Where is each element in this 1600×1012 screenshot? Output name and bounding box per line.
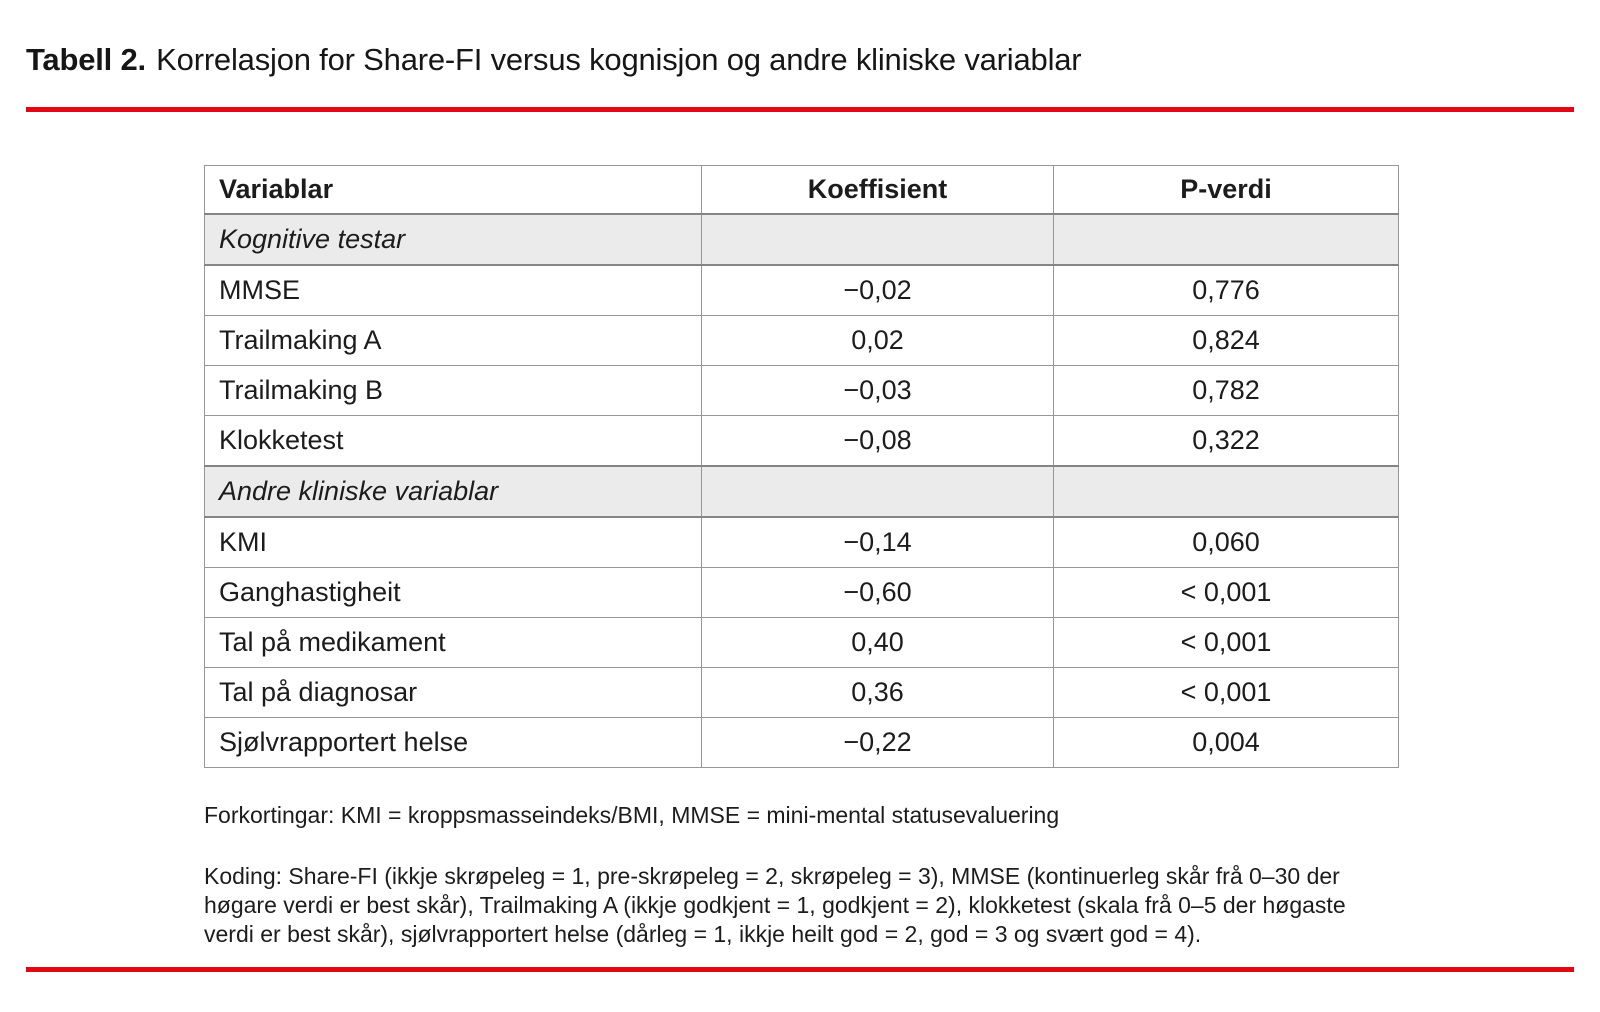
p-value-cell: 0,782 <box>1054 366 1399 416</box>
p-value-cell: 0,004 <box>1054 718 1399 768</box>
coefficient-cell: −0,22 <box>702 718 1054 768</box>
coefficient-cell: 0,02 <box>702 316 1054 366</box>
table-header-row <box>205 166 1399 215</box>
table-row <box>205 316 1399 366</box>
coding-footnote: Koding: Share-FI (ikkje skrøpeleg = 1, pre-skrøpeleg = 2, skrøpeleg = 3), MMSE (kontinuerleg skår frå 0–30 der høgare verdi er best skår), Trailmaking A (ikkje godkjent = 1, godkjent = 2), klokketest (skala frå 0–5 der høgaste verdi er best skår), sjølvrapportert helse (dårleg = 1, ikkje heilt god = 2, god = 3 og svært god = 4). <box>204 863 1346 947</box>
variable-cell: Trailmaking B <box>205 366 702 416</box>
table-caption: Korrelasjon for Share-FI versus kognisjon og andre kliniske variablar <box>156 42 1082 77</box>
coefficient-cell: 0,40 <box>702 618 1054 668</box>
table-row <box>205 416 1399 467</box>
coefficient-cell: −0,03 <box>702 366 1054 416</box>
bottom-red-divider <box>26 967 1574 972</box>
table-row <box>205 517 1399 568</box>
coefficient-cell: −0,60 <box>702 568 1054 618</box>
variable-cell: Tal på medikament <box>205 618 702 668</box>
table-row <box>205 366 1399 416</box>
variable-cell: Tal på diagnosar <box>205 668 702 718</box>
correlation-table <box>204 165 1399 768</box>
section-row <box>205 214 1399 265</box>
column-header-p-verdi: P-verdi <box>1054 166 1399 215</box>
figure-title <box>26 42 1081 78</box>
p-value-cell: 0,824 <box>1054 316 1399 366</box>
coefficient-cell <box>702 466 1054 517</box>
variable-cell: Andre kliniske variablar <box>205 466 702 517</box>
p-value-cell: < 0,001 <box>1054 618 1399 668</box>
variable-cell: Klokketest <box>205 416 702 467</box>
table-row <box>205 618 1399 668</box>
table-row <box>205 265 1399 316</box>
table-row <box>205 668 1399 718</box>
variable-cell: MMSE <box>205 265 702 316</box>
p-value-cell: < 0,001 <box>1054 568 1399 618</box>
variable-cell: Trailmaking A <box>205 316 702 366</box>
p-value-cell: 0,322 <box>1054 416 1399 467</box>
coefficient-cell: 0,36 <box>702 668 1054 718</box>
variable-cell: Kognitive testar <box>205 214 702 265</box>
table-row <box>205 718 1399 768</box>
coefficient-cell: −0,08 <box>702 416 1054 467</box>
p-value-cell: < 0,001 <box>1054 668 1399 718</box>
variable-cell: Sjølvrapportert helse <box>205 718 702 768</box>
table-body <box>205 214 1399 768</box>
variable-cell: Ganghastigheit <box>205 568 702 618</box>
p-value-cell <box>1054 214 1399 265</box>
variable-cell: KMI <box>205 517 702 568</box>
column-header-koeffisient: Koeffisient <box>702 166 1054 215</box>
top-red-divider <box>26 107 1574 112</box>
table-row <box>205 568 1399 618</box>
table-number: Tabell 2. <box>26 42 146 77</box>
section-row <box>205 466 1399 517</box>
coefficient-cell: −0,02 <box>702 265 1054 316</box>
coefficient-cell <box>702 214 1054 265</box>
p-value-cell: 0,060 <box>1054 517 1399 568</box>
column-header-variablar: Variablar <box>205 166 702 215</box>
p-value-cell: 0,776 <box>1054 265 1399 316</box>
p-value-cell <box>1054 466 1399 517</box>
abbreviations-footnote: Forkortingar: KMI = kroppsmasseindeks/BMI, MMSE = mini-mental statusevaluering <box>204 802 1060 828</box>
coefficient-cell: −0,14 <box>702 517 1054 568</box>
